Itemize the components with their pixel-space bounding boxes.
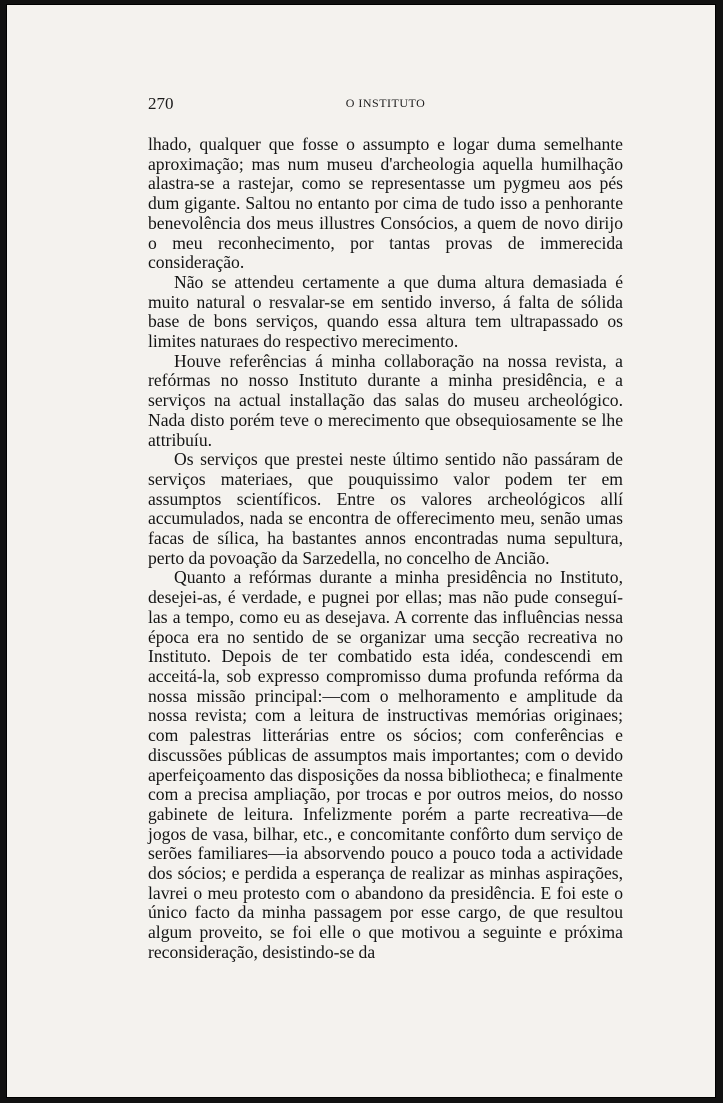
page-header [148, 94, 623, 116]
book-page [6, 4, 716, 1098]
running-head: O INSTITUTO [345, 96, 426, 110]
page-number: 270 [148, 94, 174, 113]
paragraph: Quanto a refórmas durante a minha presidência no Instituto, desejei-as, é verdade, e pugnei por ellas; mas não pude conseguí-las a tempo, como eu as desejava. A corrente das influências nessa época era no sentido de se organizar uma secção recreativa no Instituto. Depois de ter combatido esta idéa, condescendi em acceitá-la, sob expresso compromisso duma profunda refórma da nossa missão principal:—com o melhoramento e amplitude da nossa revista; com a leitura de instructivas memórias originaes; com palestras litterárias entre os sócios; com conferências e discussões públicas de assumptos mais importantes; com o devido aperfeiçoamento das disposições da nossa bibliotheca; e finalmente com a precisa ampliação, por trocas e por outros meios, do nosso gabinete de leitura. Infelizmente porém a parte recreativa—de jogos de vasa, bilhar, etc., e concomitante confôrto dum serviço de serões familiares—ia absorvendo pouco a pouco toda a actividade dos sócios; e perdida a esperança de realizar as minhas aspirações, lavrei o meu protesto com o abandono da presidência. E foi este o único facto da minha passagem por esse cargo, de que resultou algum proveito, se foi elle o que motivou a seguinte e próxima reconsideração, desistindo-se da [148, 567, 623, 962]
paragraph: lhado, qualquer que fosse o assumpto e logar duma semelhante aproximação; mas num museu d'archeologia aquella humilhação alastra-se a rastejar, como se representasse um pygmeu aos pés dum gigante. Saltou no entanto por cima de tudo isso a penhorante benevolência dos meus illustres Consócios, a quem de novo dirijo o meu reconhecimento, por tantas provas de immerecida consideração. [148, 134, 623, 273]
paragraph: Os serviços que prestei neste último sentido não passáram de serviços materiaes, que pouquissimo valor podem ter em assumptos scientíficos. Entre os valores archeológicos allí accumulados, nada se encontra de offerecimento meu, senão umas facas de sílica, ha bastantes annos encontradas numa sepultura, perto da povoação da Sarzedella, no concelho de Ancião. [148, 449, 623, 568]
paragraph: Houve referências á minha collaboração na nossa revista, a refórmas no nosso Instituto durante a minha presidência, e a serviços na actual installação das salas do museu archeológico. Nada disto porém teve o merecimento que obsequiosamente se lhe attribuíu. [148, 350, 623, 450]
body-text [148, 135, 623, 963]
paragraph: Não se attendeu certamente a que duma altura demasiada é muito natural o resvalar-se em sentido inverso, á falta de sólida base de bons serviços, quando essa altura tem ultrapassado os limites naturaes do respectivo merecimento. [148, 271, 623, 352]
